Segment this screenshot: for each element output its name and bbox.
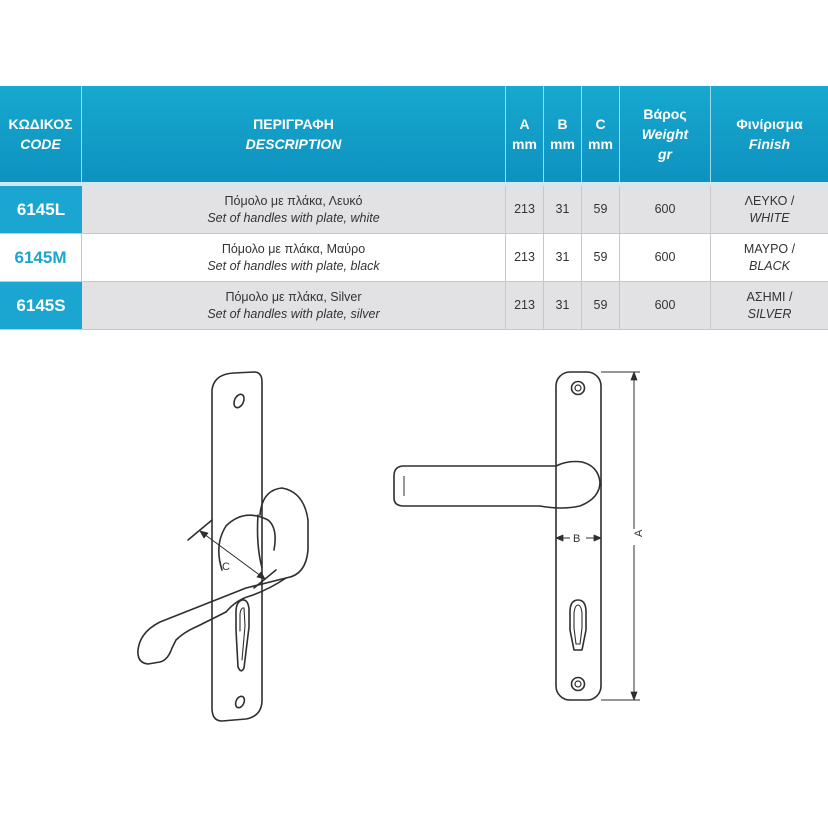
header-weight xyxy=(620,86,711,182)
front-bottom-screw xyxy=(572,678,585,691)
table-row xyxy=(0,186,828,234)
row-finish-en: WHITE xyxy=(749,210,790,225)
perspective-lever xyxy=(138,488,308,664)
row-finish-en: BLACK xyxy=(749,258,790,273)
row-code: 6145L xyxy=(0,186,82,233)
header-weight-en: Weight xyxy=(641,126,689,142)
row-finish-gr: ΑΣΗΜΙ / xyxy=(746,289,793,304)
row-c: 59 xyxy=(582,234,620,281)
row-finish xyxy=(711,234,828,281)
header-desc-en: DESCRIPTION xyxy=(245,136,342,152)
row-code: 6145S xyxy=(0,282,82,329)
row-finish-gr: ΜΑΥΡΟ / xyxy=(743,241,796,256)
row-description xyxy=(82,234,506,281)
header-c-label: C xyxy=(595,116,606,132)
header-a-label: A xyxy=(519,116,530,132)
header-b-unit: mm xyxy=(550,136,575,152)
table-header xyxy=(0,86,828,182)
row-desc-gr: Πόμολο με πλάκα, Μαύρο xyxy=(221,241,366,256)
row-a: 213 xyxy=(506,186,544,233)
front-lever xyxy=(394,462,600,509)
row-description xyxy=(82,186,506,233)
row-b: 31 xyxy=(544,186,582,233)
header-c-unit: mm xyxy=(588,136,613,152)
header-a-unit: mm xyxy=(512,136,537,152)
row-desc-en: Set of handles with plate, white xyxy=(207,210,380,225)
header-finish xyxy=(711,86,828,182)
header-finish-gr: Φινίρισμα xyxy=(736,116,803,132)
dimension-a-label: A xyxy=(633,529,645,537)
perspective-bottom-screw-hole xyxy=(234,695,246,709)
row-c: 59 xyxy=(582,282,620,329)
row-weight: 600 xyxy=(620,186,711,233)
row-finish-en: SILVER xyxy=(747,306,792,321)
row-desc-en: Set of handles with plate, black xyxy=(207,258,380,273)
row-desc-gr: Πόμολο με πλάκα, Λευκό xyxy=(224,193,363,208)
technical-drawing xyxy=(0,340,828,828)
row-b: 31 xyxy=(544,282,582,329)
row-a: 213 xyxy=(506,234,544,281)
row-finish-gr: ΛΕΥΚΟ / xyxy=(744,193,795,208)
header-finish-en: Finish xyxy=(748,136,791,152)
row-desc-gr: Πόμολο με πλάκα, Silver xyxy=(225,289,362,304)
row-finish xyxy=(711,186,828,233)
header-weight-gr: Βάρος xyxy=(643,106,687,122)
row-code: 6145M xyxy=(0,234,82,281)
header-weight-unit: gr xyxy=(658,146,672,162)
header-code-en: CODE xyxy=(20,136,61,152)
dimension-b-label: B xyxy=(573,533,581,545)
row-desc-en: Set of handles with plate, silver xyxy=(207,306,380,321)
table-row xyxy=(0,282,828,330)
row-b: 31 xyxy=(544,234,582,281)
header-c xyxy=(582,86,620,182)
front-keyhole xyxy=(570,600,586,650)
front-top-screw xyxy=(572,382,585,395)
header-code xyxy=(0,86,82,182)
header-code-gr: ΚΩΔΙΚΟΣ xyxy=(8,116,73,132)
header-a xyxy=(506,86,544,182)
row-weight: 600 xyxy=(620,234,711,281)
row-a: 213 xyxy=(506,282,544,329)
product-table xyxy=(0,86,828,330)
header-desc-gr: ΠΕΡΙΓΡΑΦΗ xyxy=(253,116,334,132)
header-b xyxy=(544,86,582,182)
dimension-c-label: C xyxy=(222,561,230,573)
row-weight: 600 xyxy=(620,282,711,329)
row-finish xyxy=(711,282,828,329)
header-b-label: B xyxy=(557,116,568,132)
perspective-top-screw-hole xyxy=(232,393,246,409)
header-description xyxy=(82,86,506,182)
row-description xyxy=(82,282,506,329)
row-c: 59 xyxy=(582,186,620,233)
table-row xyxy=(0,234,828,282)
